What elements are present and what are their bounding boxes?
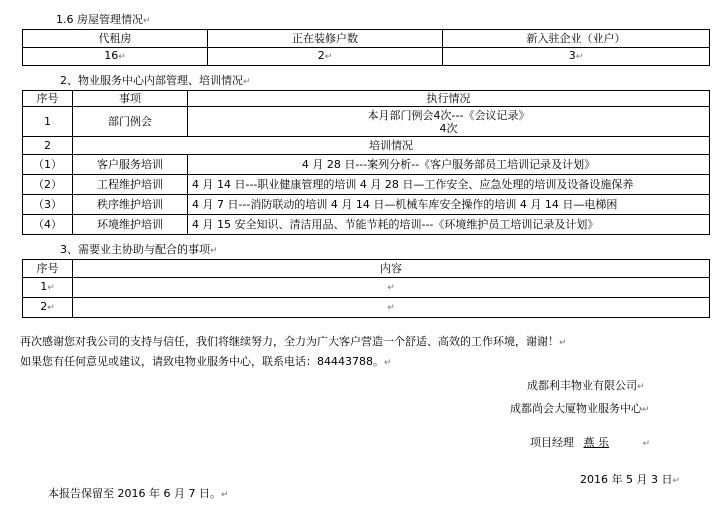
table-row-no: 2	[23, 137, 73, 155]
value-renovating: 2↵	[208, 48, 443, 66]
table-row-item: 部门例会	[73, 107, 188, 137]
table-row-item: 环境维护培训	[73, 215, 188, 235]
table-row-item: 工程维护培训	[73, 175, 188, 195]
manager-name: 燕 乐	[583, 436, 609, 449]
contact-paragraph: 如果您有任何意见或建议，请致电物业服务中心，联系电话：84443788。↵	[20, 355, 392, 368]
header-content: 内容	[73, 260, 710, 278]
table-row-content: ↵	[73, 298, 710, 318]
training-table	[22, 90, 710, 235]
header-rental: 代租房	[23, 30, 208, 48]
section2-heading: 2、物业服务中心内部管理、培训情况↵	[60, 74, 251, 87]
table-row-no: （3）	[23, 195, 73, 215]
table-row-detail: 本月部门例会4次---《会议记录》 4次	[188, 107, 710, 137]
training-subheading: 培训情况	[73, 137, 710, 155]
assistance-table	[22, 259, 710, 318]
table-row-no: 1	[23, 107, 73, 137]
thanks-paragraph: 再次感谢您对我公司的支持与信任，我们将继续努力，全力为广大客户营造一个舒适、高效的工作环境，谢谢！↵	[20, 335, 567, 348]
header-renovating: 正在装修户数	[208, 30, 443, 48]
table-row-detail: 4 月 15 安全知识、清洁用品、节能节耗的培训---《环境维护员工培训记录及计划》	[188, 215, 710, 235]
table-row-item: 客户服务培训	[73, 155, 188, 175]
table-row-detail: 4 月 14 日---职业健康管理的培训 4 月 28 日—工作安全、应急处理的培训及设备设施保养	[188, 175, 710, 195]
table-row-content: ↵	[73, 278, 710, 298]
table-row-no: （1）	[23, 155, 73, 175]
section3-heading: 3、需要业主协助与配合的事项↵	[60, 243, 218, 256]
table-row-no: 1↵	[23, 278, 73, 298]
table-row-detail: 4 月 7 日---消防联动的培训 4 月 14 日—机械车库安全操作的培训 4 月 14 日—电梯困	[188, 195, 710, 215]
table-row-item: 秩序维护培训	[73, 195, 188, 215]
table-row-no: 2↵	[23, 298, 73, 318]
header-no: 序号	[23, 91, 73, 107]
header-new-tenants: 新入驻企业（业户）	[443, 30, 710, 48]
service-center-name: 成都尚会大厦物业服务中心↵	[510, 402, 650, 415]
report-date: 2016 年 5 月 3 日↵	[580, 473, 681, 486]
section1-heading: 1.6 房屋管理情况↵	[56, 13, 151, 26]
table-row-detail: 4 月 28 日---案列分析--《客户服务部员工培训记录及计划》	[188, 155, 710, 175]
value-rental: 16↵	[23, 48, 208, 66]
table-row-no: （4）	[23, 215, 73, 235]
retention-note: 本报告保留至 2016 年 6 月 7 日。↵	[48, 487, 229, 500]
housing-table	[22, 29, 710, 66]
table-row-no: （2）	[23, 175, 73, 195]
header-execution: 执行情况	[188, 91, 710, 107]
company-name: 成都利丰物业有限公司↵	[527, 379, 645, 392]
value-new-tenants: 3↵	[443, 48, 710, 66]
header-item: 事项	[73, 91, 188, 107]
header-no: 序号	[23, 260, 73, 278]
project-manager: 项目经理 燕 乐 ↵	[530, 436, 651, 449]
